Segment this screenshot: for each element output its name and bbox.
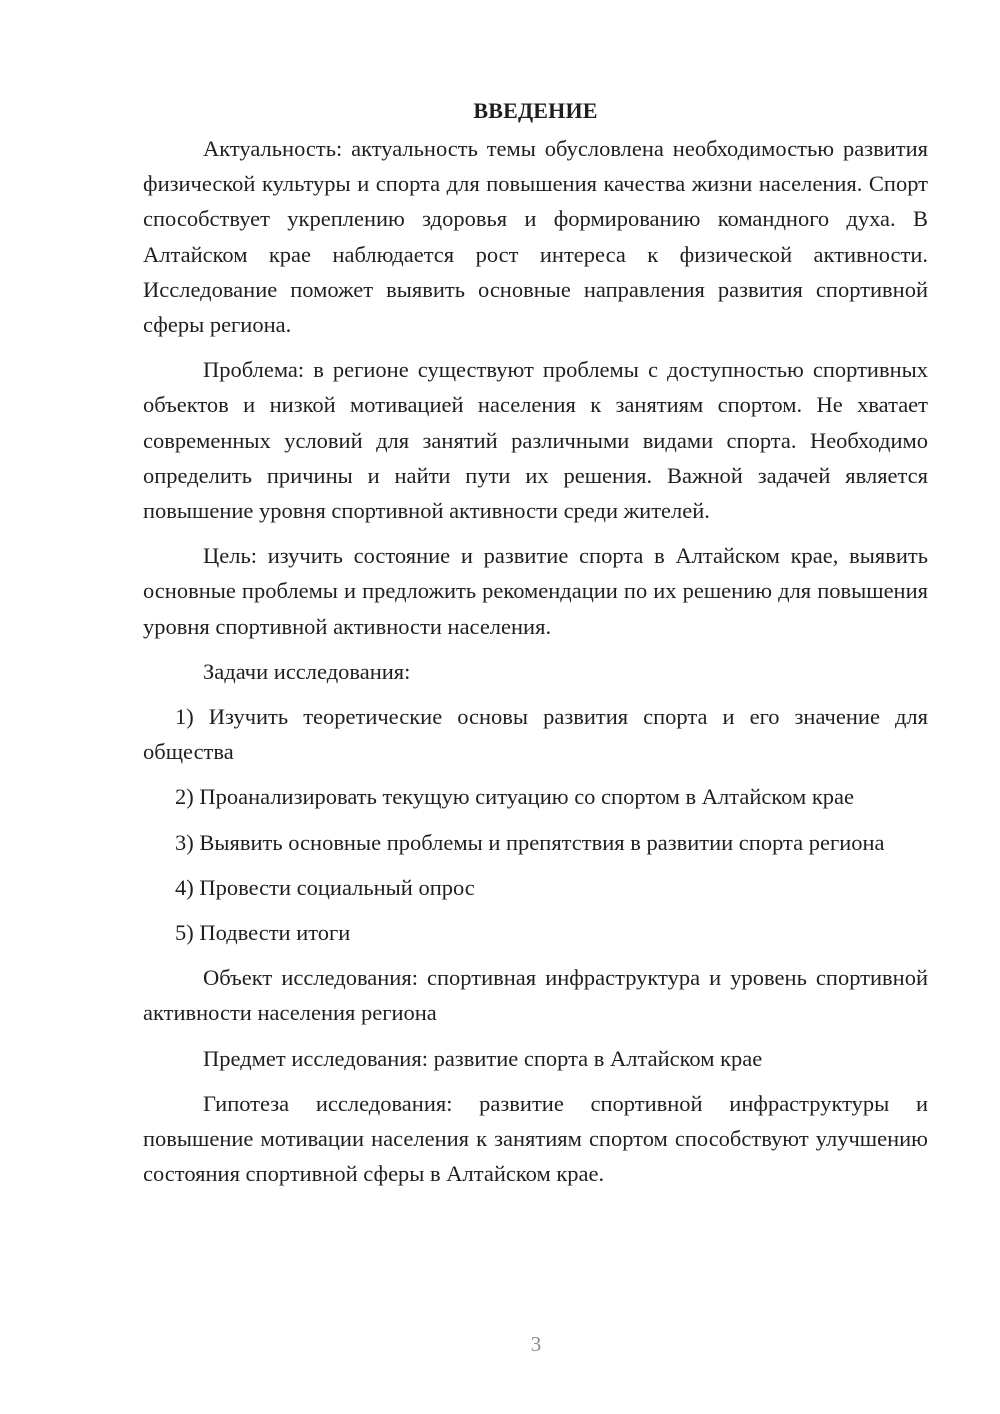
task-item-5: 5) Подвести итоги (175, 920, 351, 946)
page-content (143, 93, 928, 1191)
page-number: 3 (530, 1332, 542, 1356)
object-paragraph: Объект исследования: спортивная инфраструктура и уровень спортивной активности населения региона (143, 965, 928, 1026)
problem-paragraph: Проблема: в регионе существуют проблемы с доступностью спортивных объектов и низкой мотивацией населения к занятиям спортом. Не хватает современных условий для занятий различными видами спорта. Необходимо определить причины и найти пути их решения. Важной задачей является повышение уровня спортивной активности среди жителей. (143, 357, 928, 524)
tasks-heading: Задачи исследования: (203, 658, 411, 684)
task-item-4: 4) Провести социальный опрос (175, 874, 475, 900)
hypothesis-paragraph: Гипотеза исследования: развитие спортивной инфраструктуры и повышение мотивации населения к занятиям спортом способствуют улучшению состояния спортивной сферы в Алтайском крае. (143, 1090, 928, 1187)
page-title: ВВЕДЕНИЕ (473, 98, 598, 123)
goal-paragraph: Цель: изучить состояние и развитие спорта в Алтайском крае, выявить основные проблемы и предложить рекомендации по их решению для повышения уровня спортивной активности населения. (143, 543, 928, 639)
task-item-2: 2) Проанализировать текущую ситуацию со спортом в Алтайском крае (175, 784, 854, 810)
subject-paragraph: Предмет исследования: развитие спорта в Алтайском крае (203, 1045, 763, 1071)
relevance-paragraph: Актуальность: актуальность темы обусловлена необходимостью развития физической культуры и спорта для повышения качества жизни населения. Спорт способствует укреплению здоровья и формированию командного духа. В Алтайском крае наблюдается рост интереса к физической активности. Исследование поможет выявить основные направления развития спортивной сферы региона. (143, 136, 928, 338)
task-item-3: 3) Выявить основные проблемы и препятствия в развитии спорта региона (175, 829, 885, 855)
task-item-1: 1) Изучить теоретические основы развития спорта и его значение для общества (143, 704, 928, 765)
